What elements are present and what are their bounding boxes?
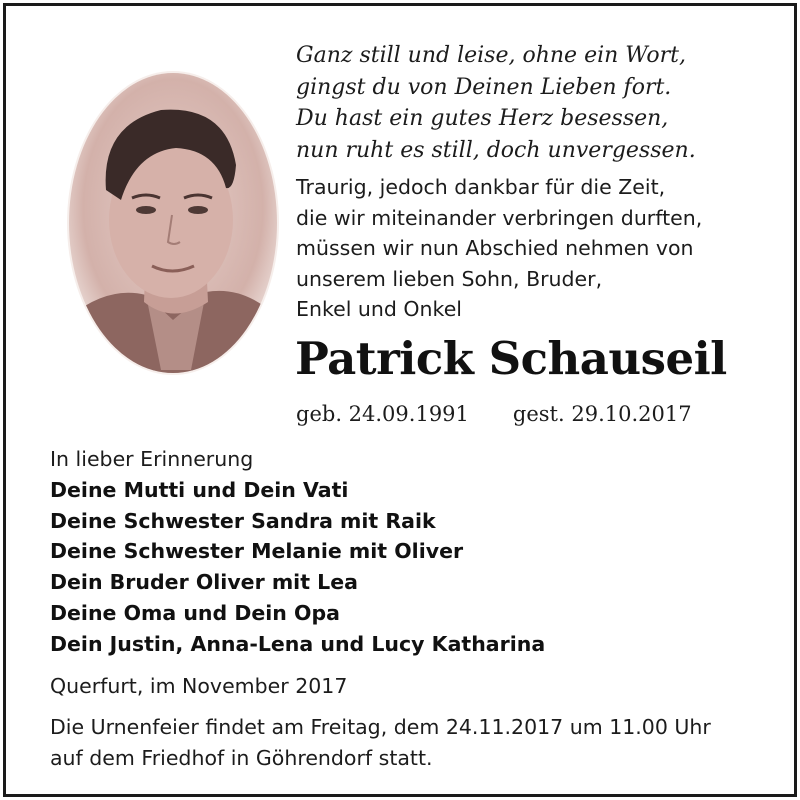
intro-line: unserem lieben Sohn, Bruder, <box>296 266 603 291</box>
funeral-line: auf dem Friedhof in Göhrendorf statt. <box>50 746 433 770</box>
poem-line: Ganz still und leise, ohne ein Wort, <box>296 43 687 68</box>
intro-line: Enkel und Onkel <box>296 297 463 322</box>
mourner-entry: Dein Justin, Anna-Lena und Lucy Katharina <box>50 631 546 656</box>
obituary-notice <box>3 3 797 797</box>
funeral-info <box>50 712 790 774</box>
mourners-heading: In lieber Erinnerung <box>50 447 254 471</box>
intro-line: müssen wir nun Abschied nehmen von <box>296 236 694 261</box>
mourner-entry: Deine Schwester Sandra mit Raik <box>50 508 436 533</box>
intro-line: Traurig, jedoch dankbar für die Zeit, <box>296 175 666 199</box>
place-date: Querfurt, im November 2017 <box>50 674 348 698</box>
death-date: gest. 29.10.2017 <box>512 402 692 426</box>
poem-verse <box>296 40 766 166</box>
mourner-entry: Deine Mutti und Dein Vati <box>50 477 349 502</box>
mourner-entry: Deine Schwester Melanie mit Oliver <box>50 539 464 564</box>
funeral-line: Die Urnenfeier findet am Freitag, dem 24.11.2017 um 11.00 Uhr <box>50 715 711 739</box>
intro-line: die wir miteinander verbringen durften, <box>296 205 703 230</box>
portrait-photo <box>66 70 280 376</box>
life-dates <box>296 402 692 426</box>
poem-line: gingst du von Deinen Lieben fort. <box>296 74 672 100</box>
deceased-name: Patrick Schauseil <box>295 332 727 385</box>
mourners-list <box>50 444 750 660</box>
poem-line: Du hast ein gutes Herz besessen, <box>296 106 669 131</box>
mourner-entry: Deine Oma und Dein Opa <box>50 600 340 625</box>
mourner-entry: Dein Bruder Oliver mit Lea <box>50 570 358 595</box>
poem-line: nun ruht es still, doch unvergessen. <box>296 137 696 163</box>
intro-text <box>296 172 766 325</box>
birth-date: geb. 24.09.1991 <box>296 402 469 426</box>
